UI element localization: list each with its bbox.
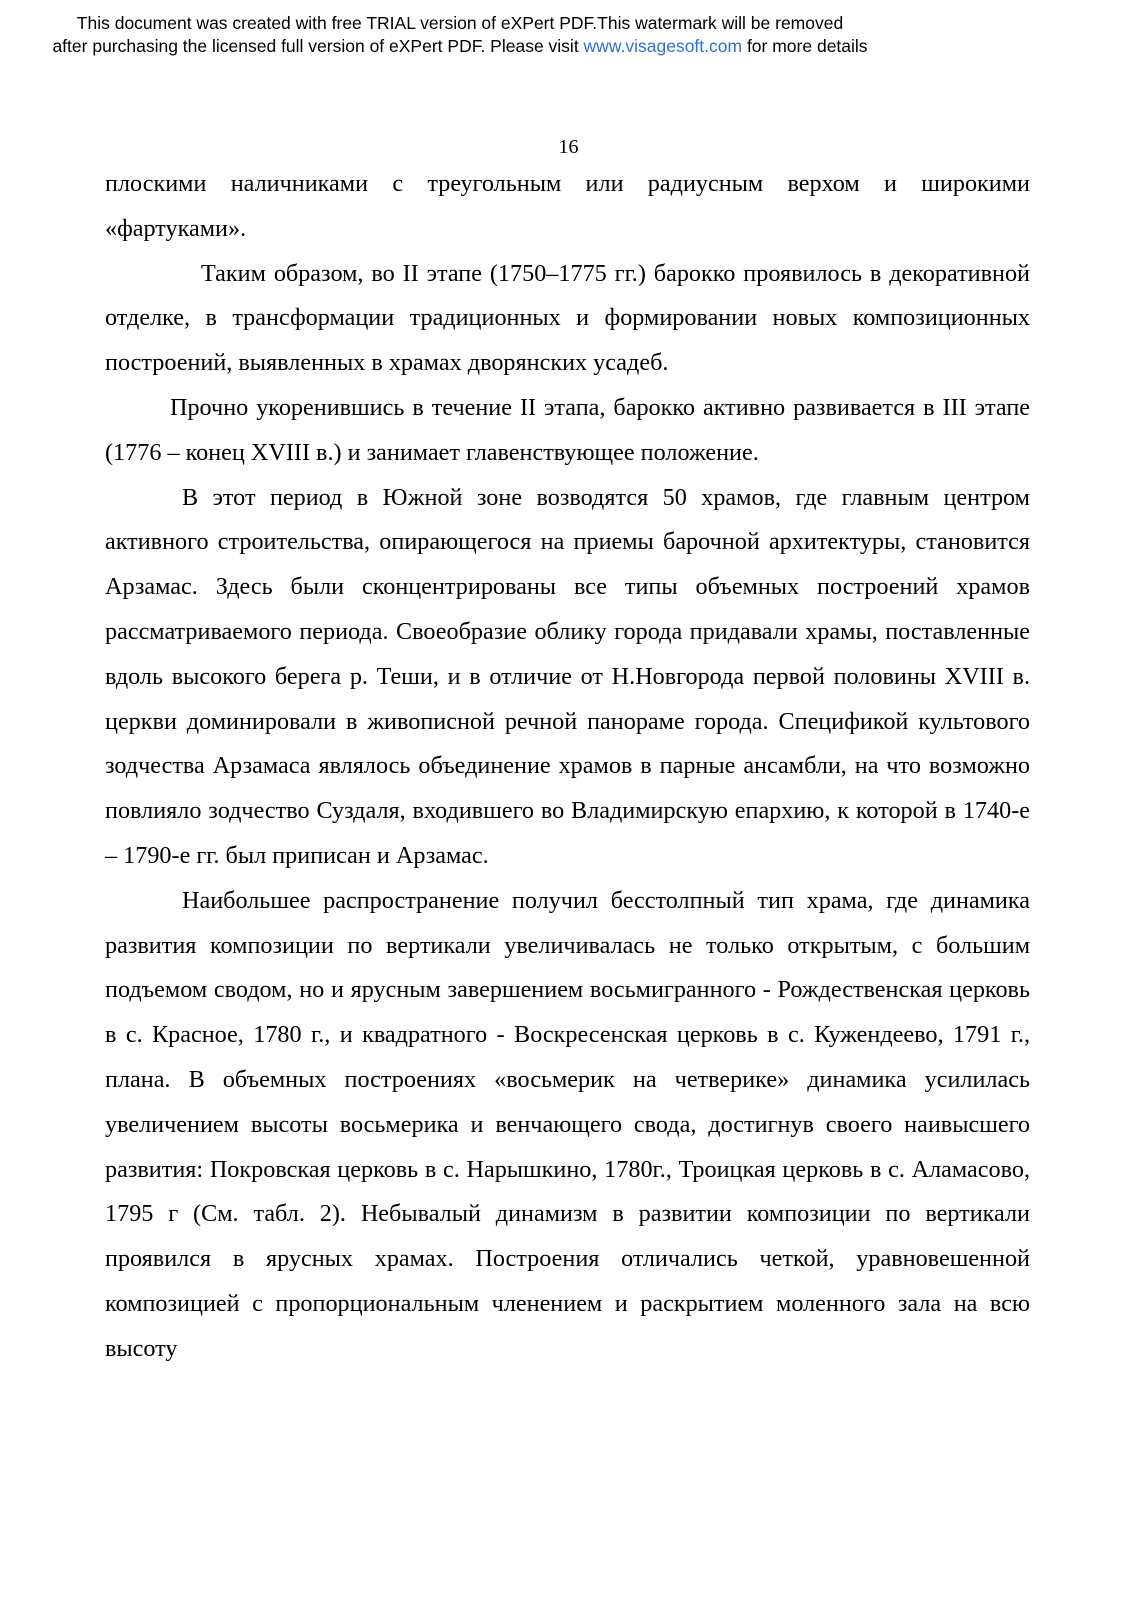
paragraph-continuation: плоскими наличниками с треугольным или радиусным верхом и широкими «фартуками». bbox=[105, 170, 1030, 242]
watermark-line-2 bbox=[0, 35, 920, 58]
document-body bbox=[105, 162, 1030, 1372]
page-number: 16 bbox=[558, 136, 579, 158]
visagesoft-link[interactable]: www.visagesoft.com bbox=[583, 36, 743, 56]
paragraph-pillarless-type: Наибольшее распространение получил бесстолпный тип храма, где динамика развития композиции по вертикали увеличивалась не только открытым, с большим подъемом сводом, но и ярусным завершением восьмигранного - Рождественская церковь в с. Красное, 1780 г., и квадратного - Воскресенская церковь в с. Кужендеево, 1791 г., плана. В объемных построениях «восьмерик на четверике» динамика усилилась увеличением высоты восьмерика и венчающего свода, достигнув своего наивысшего развития: Покровская церковь в с. Нарышкино, 1780г., Троицкая церковь в с. Аламасово, 1795 г (См. табл. 2). Небывалый динамизм в развитии композиции по вертикали проявился в ярусных храмах. Построения отличались четкой, уравновешенной композицией с пропорциональным членением и раскрытием моленного зала на всю высоту bbox=[105, 886, 1030, 1362]
paragraph-stage-three-intro: Прочно укоренившись в течение II этапа, барокко активно развивается в III этапе (1776 – конец XVIII в.) и занимает главенствующее положение. bbox=[105, 393, 1030, 466]
trial-watermark bbox=[0, 12, 920, 58]
paragraph-stage-two-summary: Таким образом, во II этапе (1750–1775 гг.) барокко проявилось в декоративной отделке, в трансформации традиционных и формировании новых композиционных построений, выявленных в храмах дворянских усадеб. bbox=[105, 259, 1030, 377]
paragraph-arzamas: В этот период в Южной зоне возводятся 50 храмов, где главным центром активного строительства, опирающегося на приемы барочной архитектуры, становится Арзамас. Здесь были сконцентрированы все типы объемных построений храмов рассматриваемого периода. Своеобразие облику города придавали храмы, поставленные вдоль высокого берега р. Теши, и в отличие от Н.Новгорода первой половины XVIII в. церкви доминировали в живописной речной панораме города. Спецификой культового зодчества Арзамаса являлось объединение храмов в парные ансамбли, на что возможно повлияло зодчество Суздаля, входившего во Владимирскую епархию, к которой в 1740-е – 1790-е гг. был приписан и Арзамас. bbox=[105, 483, 1030, 869]
watermark-text-before-link: after purchasing the licensed full version of eXPert PDF. Please visit bbox=[52, 36, 584, 56]
watermark-text-after-link: for more details bbox=[742, 36, 868, 56]
watermark-line-1: This document was created with free TRIAL version of eXPert PDF.This watermark will be removed bbox=[76, 13, 844, 33]
